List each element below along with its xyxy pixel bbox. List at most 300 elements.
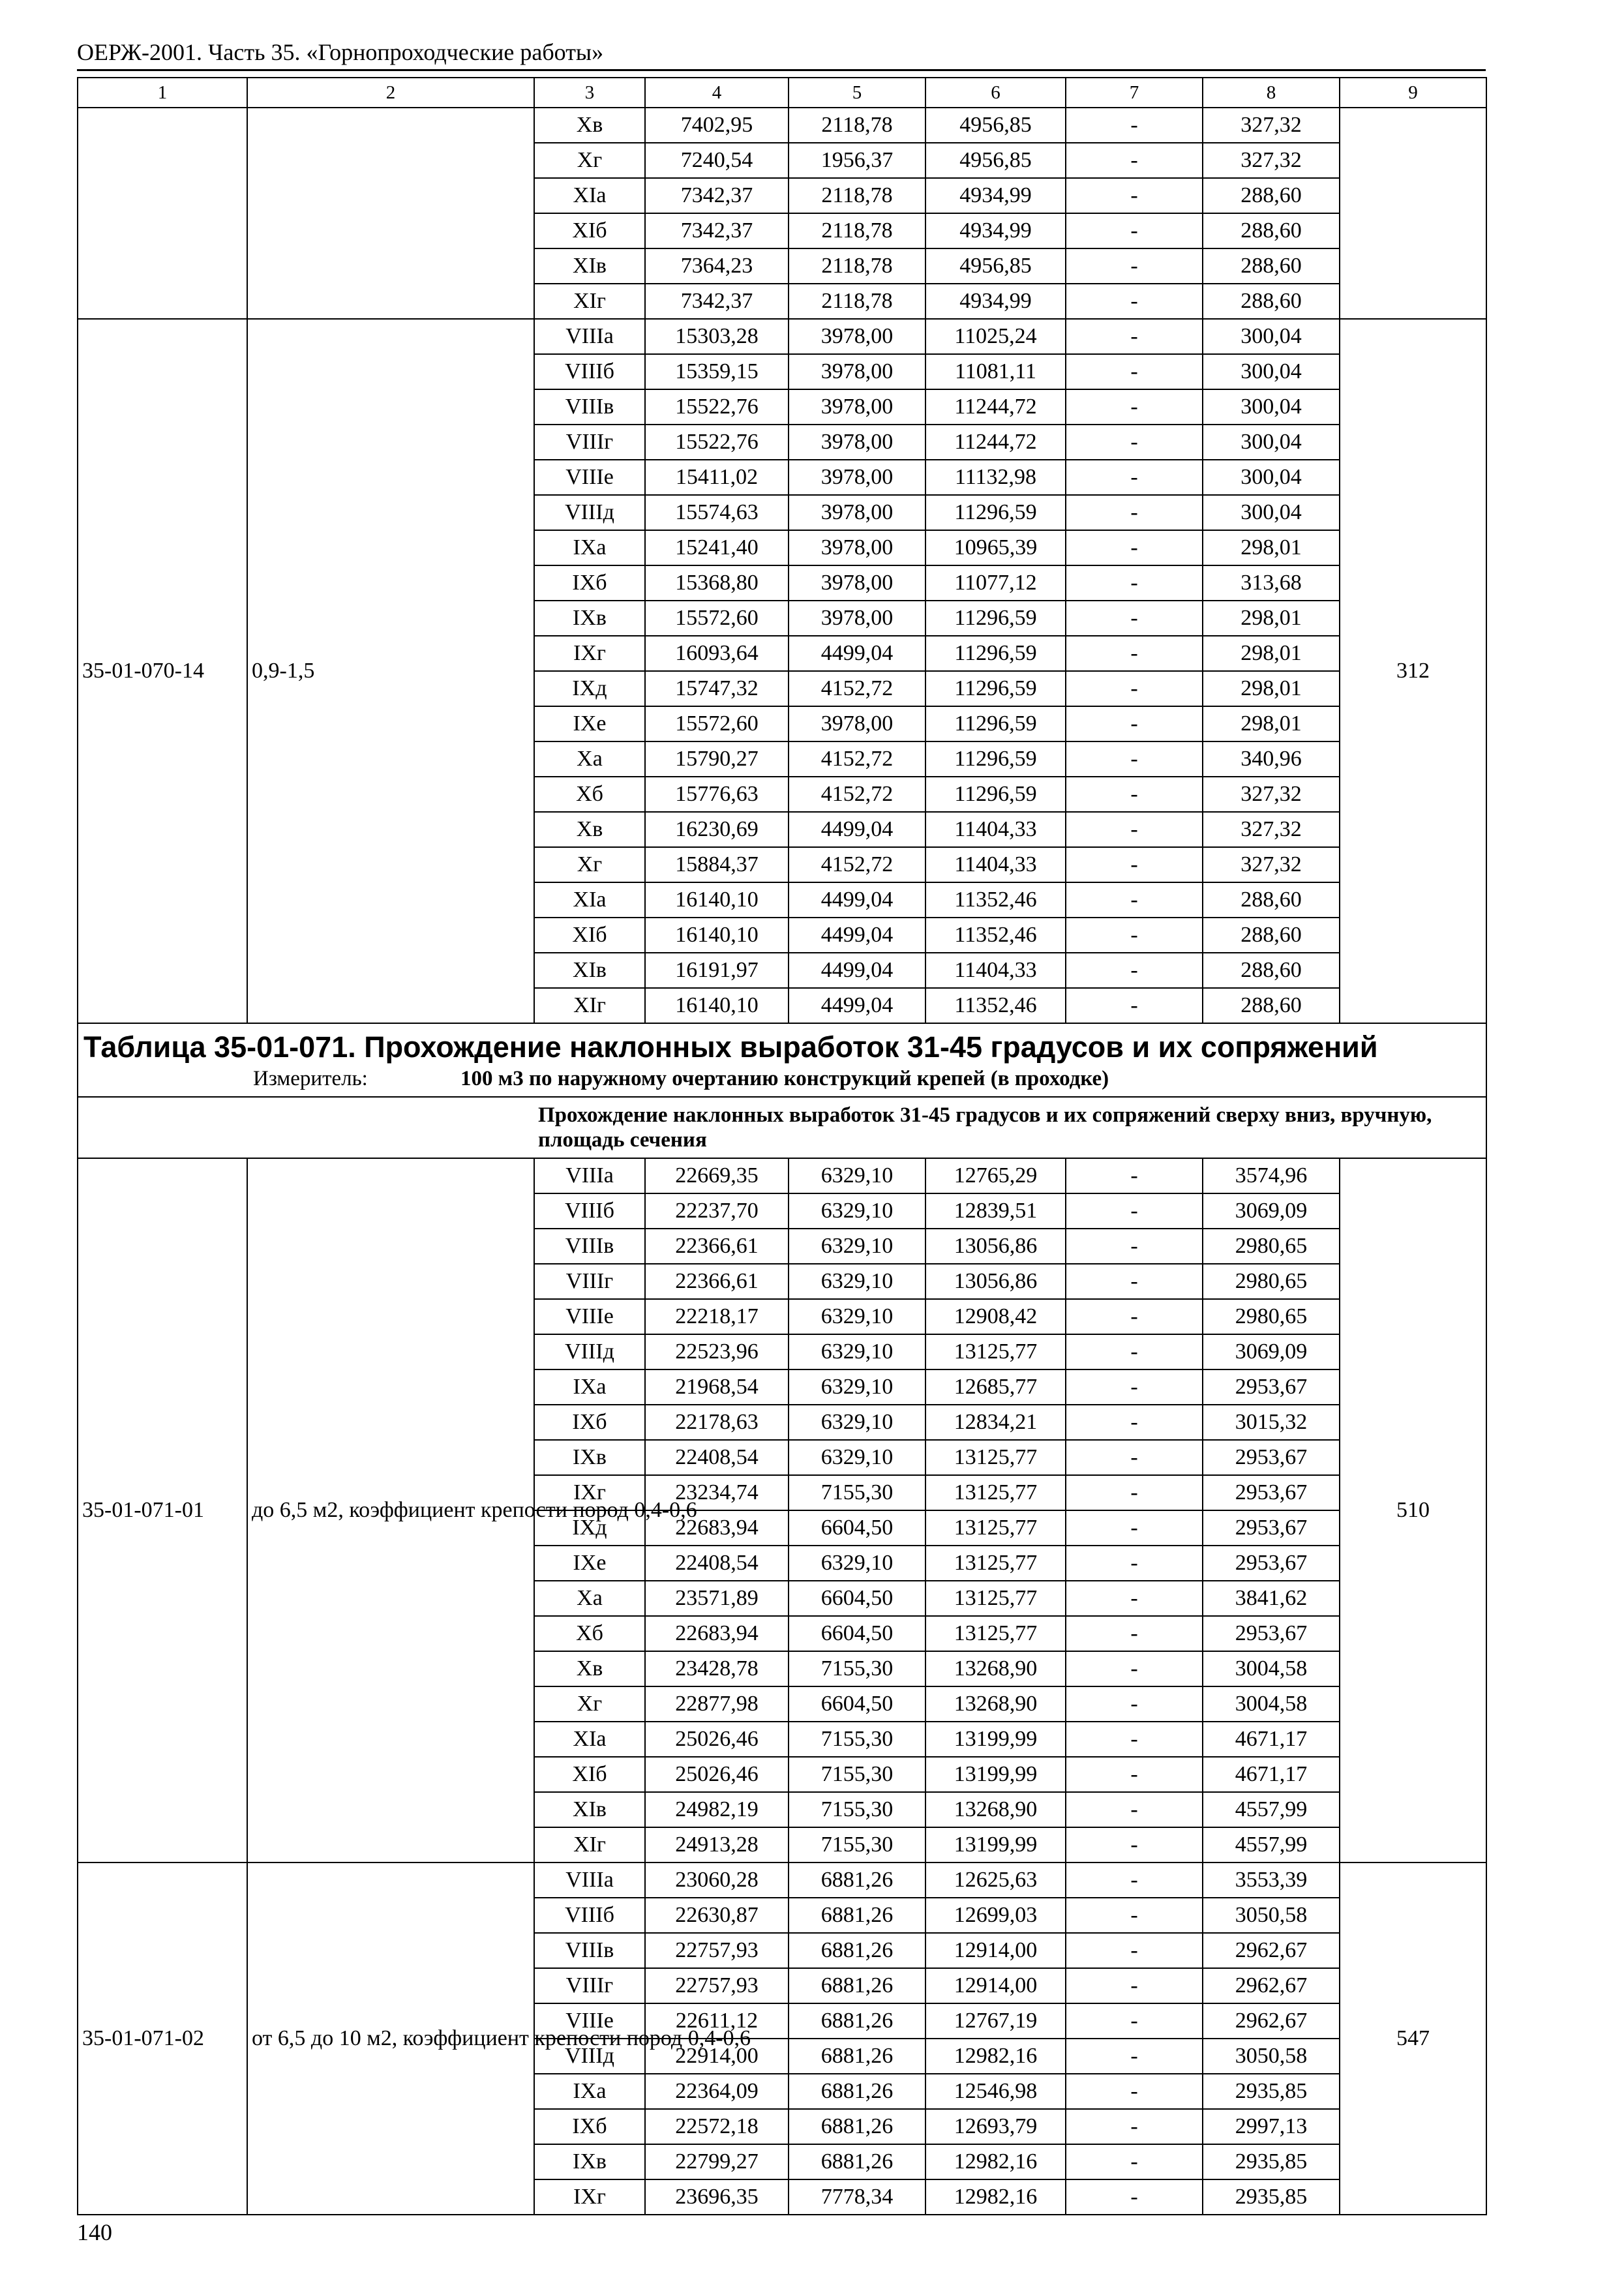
value-cell: 22683,94 [645,1510,789,1546]
value-cell: 327,32 [1203,143,1340,178]
value-cell: Ха [534,741,645,777]
value-cell: 4671,17 [1203,1722,1340,1757]
value-cell: 4152,72 [789,741,925,777]
value-cell: 2962,67 [1203,1968,1340,2003]
value-cell: IХб [534,1405,645,1440]
value-cell: 13125,77 [925,1510,1066,1546]
value-cell: - [1066,389,1203,425]
value-cell: 6881,26 [789,1863,925,1898]
value-cell: 13056,86 [925,1229,1066,1264]
value-cell: - [1066,1369,1203,1405]
value-cell: IХг [534,636,645,671]
value-cell: 11404,33 [925,812,1066,847]
value-cell: 22630,87 [645,1898,789,1933]
value-cell: - [1066,495,1203,530]
value-cell: 12693,79 [925,2109,1066,2144]
value-cell: 300,04 [1203,495,1340,530]
value-cell: 12914,00 [925,1933,1066,1968]
value-cell: 16093,64 [645,636,789,671]
value-cell: ХIа [534,882,645,918]
value-cell: 13199,99 [925,1722,1066,1757]
value-cell: 7155,30 [789,1651,925,1686]
value-cell: ХIв [534,248,645,284]
code-cell: 35-01-071-01 [78,1158,247,1863]
value-cell: 11296,59 [925,671,1066,706]
value-cell: 298,01 [1203,706,1340,741]
value-cell: 3069,09 [1203,1193,1340,1229]
value-cell: - [1066,319,1203,354]
value-cell: 12914,00 [925,1968,1066,2003]
value-cell: 11077,12 [925,565,1066,601]
value-cell: - [1066,1933,1203,1968]
value-cell: VIIIг [534,1264,645,1299]
value-cell: 15776,63 [645,777,789,812]
value-cell: IХа [534,1369,645,1405]
value-cell: - [1066,988,1203,1023]
value-cell: 4499,04 [789,953,925,988]
value-cell: 11296,59 [925,636,1066,671]
value-cell: 13199,99 [925,1827,1066,1863]
value-cell: VIIIг [534,1968,645,2003]
value-cell: - [1066,847,1203,882]
value-cell: 3978,00 [789,495,925,530]
value-cell: 4956,85 [925,108,1066,143]
value-cell: 22683,94 [645,1616,789,1651]
value-cell: - [1066,1264,1203,1299]
value-cell: 6329,10 [789,1546,925,1581]
value-cell: 13268,90 [925,1651,1066,1686]
value-cell: 11244,72 [925,389,1066,425]
code-cell: 35-01-070-14 [78,319,247,1023]
value-cell: 7342,37 [645,213,789,248]
group-070-14 [78,319,1486,1023]
value-cell: 15522,76 [645,389,789,425]
value-cell: - [1066,671,1203,706]
value-cell: VIIIв [534,1229,645,1264]
value-cell: 327,32 [1203,777,1340,812]
value-cell: 12685,77 [925,1369,1066,1405]
value-cell: 327,32 [1203,812,1340,847]
value-cell: 6604,50 [789,1686,925,1722]
value-cell: 7778,34 [789,2179,925,2215]
value-cell: 288,60 [1203,178,1340,213]
value-cell: 15241,40 [645,530,789,565]
norm-cell [1340,108,1486,319]
value-cell: 2997,13 [1203,2109,1340,2144]
value-cell: 15359,15 [645,354,789,389]
value-cell: 2953,67 [1203,1475,1340,1510]
value-cell: 4934,99 [925,178,1066,213]
value-cell: 11352,46 [925,988,1066,1023]
value-cell: 15368,80 [645,565,789,601]
value-cell: 7342,37 [645,178,789,213]
value-cell: 4956,85 [925,143,1066,178]
value-cell: 15522,76 [645,425,789,460]
value-cell: - [1066,1334,1203,1369]
value-cell: - [1066,1863,1203,1898]
value-cell: 288,60 [1203,918,1340,953]
value-cell: 3978,00 [789,425,925,460]
value-cell: 12765,29 [925,1158,1066,1193]
value-cell: 288,60 [1203,953,1340,988]
value-cell: Хв [534,812,645,847]
value-cell: 3978,00 [789,354,925,389]
value-cell: 15411,02 [645,460,789,495]
value-cell: 12834,21 [925,1405,1066,1440]
value-cell: - [1066,1616,1203,1651]
value-cell: 2953,67 [1203,1440,1340,1475]
value-cell: 3841,62 [1203,1581,1340,1616]
value-cell: ХIб [534,1757,645,1792]
value-cell: 7155,30 [789,1722,925,1757]
value-cell: IХв [534,2144,645,2179]
value-cell: 327,32 [1203,847,1340,882]
value-cell: 6329,10 [789,1405,925,1440]
value-cell: 3004,58 [1203,1651,1340,1686]
value-cell: 6329,10 [789,1229,925,1264]
norm-cell: 510 [1340,1158,1486,1863]
value-cell: 300,04 [1203,460,1340,495]
value-cell: 13125,77 [925,1581,1066,1616]
value-cell: ХIг [534,988,645,1023]
value-cell: 11296,59 [925,495,1066,530]
value-cell: 300,04 [1203,389,1340,425]
column-number: 8 [1203,78,1340,108]
value-cell: 11404,33 [925,953,1066,988]
value-cell: ХIа [534,1722,645,1757]
value-cell: 6329,10 [789,1440,925,1475]
value-cell: 2980,65 [1203,1264,1340,1299]
table-row [78,1158,1486,1193]
value-cell: 15574,63 [645,495,789,530]
table-071-heading [78,1023,1486,1158]
price-table [77,77,1487,2215]
value-cell: 25026,46 [645,1722,789,1757]
value-cell: IХа [534,530,645,565]
value-cell: - [1066,1722,1203,1757]
value-cell: - [1066,1158,1203,1193]
value-cell: 22178,63 [645,1405,789,1440]
value-cell: - [1066,706,1203,741]
value-cell: 11296,59 [925,741,1066,777]
value-cell: 6604,50 [789,1510,925,1546]
value-cell: 288,60 [1203,213,1340,248]
value-cell: 22366,61 [645,1229,789,1264]
value-cell: 3978,00 [789,530,925,565]
value-cell: - [1066,1510,1203,1546]
value-cell: - [1066,460,1203,495]
value-cell: 2962,67 [1203,2003,1340,2039]
value-cell: 13125,77 [925,1616,1066,1651]
value-cell: ХIа [534,178,645,213]
value-cell: IХб [534,565,645,601]
value-cell: - [1066,1757,1203,1792]
value-cell: 13125,77 [925,1334,1066,1369]
value-cell: 12625,63 [925,1863,1066,1898]
value-cell: 16140,10 [645,882,789,918]
value-cell: 7402,95 [645,108,789,143]
value-cell: 298,01 [1203,530,1340,565]
value-cell: - [1066,284,1203,319]
value-cell: 11244,72 [925,425,1066,460]
value-cell: 15303,28 [645,319,789,354]
group-071-02 [78,1863,1486,2215]
value-cell: 22799,27 [645,2144,789,2179]
value-cell: 22757,93 [645,1968,789,2003]
column-number: 1 [78,78,247,108]
value-cell: 2935,85 [1203,2074,1340,2109]
value-cell: 11296,59 [925,706,1066,741]
value-cell: - [1066,2144,1203,2179]
value-cell: 298,01 [1203,601,1340,636]
value-cell: - [1066,1686,1203,1722]
value-cell: VIIIв [534,389,645,425]
value-cell: 23571,89 [645,1581,789,1616]
value-cell: 22877,98 [645,1686,789,1722]
value-cell: 4499,04 [789,918,925,953]
value-cell: 12908,42 [925,1299,1066,1334]
value-cell: - [1066,143,1203,178]
value-cell: 22757,93 [645,1933,789,1968]
value-cell: - [1066,953,1203,988]
value-cell: - [1066,741,1203,777]
page-number: 140 [77,2219,112,2245]
column-number: 7 [1066,78,1203,108]
value-cell: 298,01 [1203,671,1340,706]
value-cell: Хв [534,1651,645,1686]
value-cell: 2953,67 [1203,1510,1340,1546]
value-cell: 4671,17 [1203,1757,1340,1792]
group-071-01 [78,1158,1486,1863]
value-cell: ХIг [534,1827,645,1863]
value-cell: 2953,67 [1203,1546,1340,1581]
value-cell: 23428,78 [645,1651,789,1686]
table-subtitle: Прохождение наклонных выработок 31-45 градусов и их сопряжений сверху вниз, вручную, площадь сечения [534,1097,1486,1158]
value-cell: 4152,72 [789,777,925,812]
value-cell: 6881,26 [789,1968,925,2003]
value-cell: - [1066,248,1203,284]
value-cell: 13125,77 [925,1546,1066,1581]
value-cell: 6329,10 [789,1158,925,1193]
value-cell: 22218,17 [645,1299,789,1334]
value-cell: 3004,58 [1203,1686,1340,1722]
value-cell: 6329,10 [789,1334,925,1369]
value-cell: 12699,03 [925,1898,1066,1933]
value-cell: 11352,46 [925,918,1066,953]
value-cell: - [1066,1475,1203,1510]
value-cell: 6881,26 [789,1933,925,1968]
column-number: 9 [1340,78,1486,108]
value-cell: - [1066,882,1203,918]
value-cell: 23060,28 [645,1863,789,1898]
value-cell: 327,32 [1203,108,1340,143]
value-cell: 22408,54 [645,1546,789,1581]
value-cell: - [1066,1898,1203,1933]
value-cell: - [1066,2179,1203,2215]
value-cell: 13125,77 [925,1475,1066,1510]
value-cell: 2118,78 [789,178,925,213]
value-cell: 4499,04 [789,636,925,671]
value-cell: VIIIд [534,495,645,530]
value-cell: IХб [534,2109,645,2144]
value-cell: IХв [534,1440,645,1475]
value-cell: 2935,85 [1203,2179,1340,2215]
value-cell: 13268,90 [925,1686,1066,1722]
value-cell: 11132,98 [925,460,1066,495]
value-cell: 22237,70 [645,1193,789,1229]
value-cell: 3978,00 [789,389,925,425]
value-cell: IХе [534,706,645,741]
value-cell: IХд [534,1510,645,1546]
value-cell: 22523,96 [645,1334,789,1369]
value-cell: 6604,50 [789,1581,925,1616]
value-cell: ХIб [534,213,645,248]
value-cell: - [1066,636,1203,671]
value-cell: 7364,23 [645,248,789,284]
code-cell [78,108,247,319]
value-cell: 6881,26 [789,2003,925,2039]
value-cell: - [1066,213,1203,248]
value-cell: 3978,00 [789,319,925,354]
value-cell: 24982,19 [645,1792,789,1827]
value-cell: 7155,30 [789,1475,925,1510]
value-cell: 13125,77 [925,1440,1066,1475]
value-cell: - [1066,1299,1203,1334]
value-cell: 2118,78 [789,213,925,248]
value-cell: 3978,00 [789,601,925,636]
value-cell: 300,04 [1203,354,1340,389]
value-cell: VIIIе [534,2003,645,2039]
value-cell: 2953,67 [1203,1616,1340,1651]
value-cell: - [1066,1792,1203,1827]
value-cell: 6881,26 [789,2039,925,2074]
value-cell: ХIв [534,1792,645,1827]
value-cell: 2118,78 [789,284,925,319]
value-cell: IХв [534,601,645,636]
value-cell: 22572,18 [645,2109,789,2144]
column-number: 3 [534,78,645,108]
value-cell: 4152,72 [789,847,925,882]
value-cell: ХIв [534,953,645,988]
value-cell: 11296,59 [925,601,1066,636]
table-row [78,1863,1486,1898]
value-cell: 3574,96 [1203,1158,1340,1193]
value-cell: 7155,30 [789,1792,925,1827]
value-cell: - [1066,2039,1203,2074]
value-cell: 7342,37 [645,284,789,319]
value-cell: 4934,99 [925,284,1066,319]
column-number: 4 [645,78,789,108]
value-cell: IХд [534,671,645,706]
value-cell: 4557,99 [1203,1792,1340,1827]
value-cell: 11352,46 [925,882,1066,918]
table-row [78,108,1486,143]
description-cell: от 6,5 до 10 м2, коэффициент крепости пород 0,4-0,6 [247,1863,534,2215]
value-cell: 12982,16 [925,2144,1066,2179]
value-cell: 15790,27 [645,741,789,777]
description-cell: 0,9-1,5 [247,319,534,1023]
value-cell: - [1066,1193,1203,1229]
value-cell: 25026,46 [645,1757,789,1792]
column-number: 6 [925,78,1066,108]
value-cell: VIIIб [534,1898,645,1933]
value-cell: Хб [534,777,645,812]
value-cell: Хг [534,847,645,882]
value-cell: 3978,00 [789,565,925,601]
value-cell: 3553,39 [1203,1863,1340,1898]
value-cell: 300,04 [1203,319,1340,354]
table-title: Таблица 35-01-071. Прохождение наклонных выработок 31-45 градусов и их сопряжений [78,1023,1486,1067]
value-cell: 12839,51 [925,1193,1066,1229]
value-cell: 3050,58 [1203,1898,1340,1933]
value-cell: 7155,30 [789,1757,925,1792]
value-cell: VIIIа [534,1158,645,1193]
value-cell: 11296,59 [925,777,1066,812]
description-cell: до 6,5 м2, коэффициент крепости пород 0,4-0,6 [247,1158,534,1863]
value-cell: VIIIв [534,1933,645,1968]
value-cell: - [1066,565,1203,601]
value-cell: 6881,26 [789,2144,925,2179]
value-cell: - [1066,178,1203,213]
value-cell: 12767,19 [925,2003,1066,2039]
value-cell: Хв [534,108,645,143]
value-cell: 6329,10 [789,1193,925,1229]
value-cell: - [1066,1651,1203,1686]
value-cell: 13268,90 [925,1792,1066,1827]
value-cell: 288,60 [1203,248,1340,284]
continuation-block [78,108,1486,319]
value-cell: 6881,26 [789,1898,925,1933]
value-cell: ХIг [534,284,645,319]
value-cell: 4956,85 [925,248,1066,284]
value-cell: - [1066,108,1203,143]
value-cell: VIIIе [534,460,645,495]
value-cell: 24913,28 [645,1827,789,1863]
value-cell: - [1066,2109,1203,2144]
value-cell: ХIб [534,918,645,953]
value-cell: 3015,32 [1203,1405,1340,1440]
value-cell: Хг [534,1686,645,1722]
value-cell: 300,04 [1203,425,1340,460]
value-cell: 6329,10 [789,1264,925,1299]
value-cell: IХа [534,2074,645,2109]
value-cell: 22408,54 [645,1440,789,1475]
value-cell: 2935,85 [1203,2144,1340,2179]
value-cell: 4499,04 [789,812,925,847]
code-cell: 35-01-071-02 [78,1863,247,2215]
page-header: ОЕРЖ-2001. Часть 35. «Горнопроходческие работы» [77,38,1486,71]
value-cell: 6329,10 [789,1369,925,1405]
column-number: 5 [789,78,925,108]
value-cell: 3978,00 [789,706,925,741]
value-cell: - [1066,530,1203,565]
value-cell: 16140,10 [645,988,789,1023]
description-cell [247,108,534,319]
value-cell: 22364,09 [645,2074,789,2109]
measure-label: Измеритель: [253,1067,368,1090]
value-cell: 2118,78 [789,248,925,284]
value-cell: Хб [534,1616,645,1651]
value-cell: 298,01 [1203,636,1340,671]
value-cell: 7240,54 [645,143,789,178]
value-cell: - [1066,1405,1203,1440]
value-cell: VIIIа [534,319,645,354]
value-cell: - [1066,812,1203,847]
value-cell: 15747,32 [645,671,789,706]
value-cell: 10965,39 [925,530,1066,565]
value-cell: 313,68 [1203,565,1340,601]
value-cell: 22611,12 [645,2003,789,2039]
